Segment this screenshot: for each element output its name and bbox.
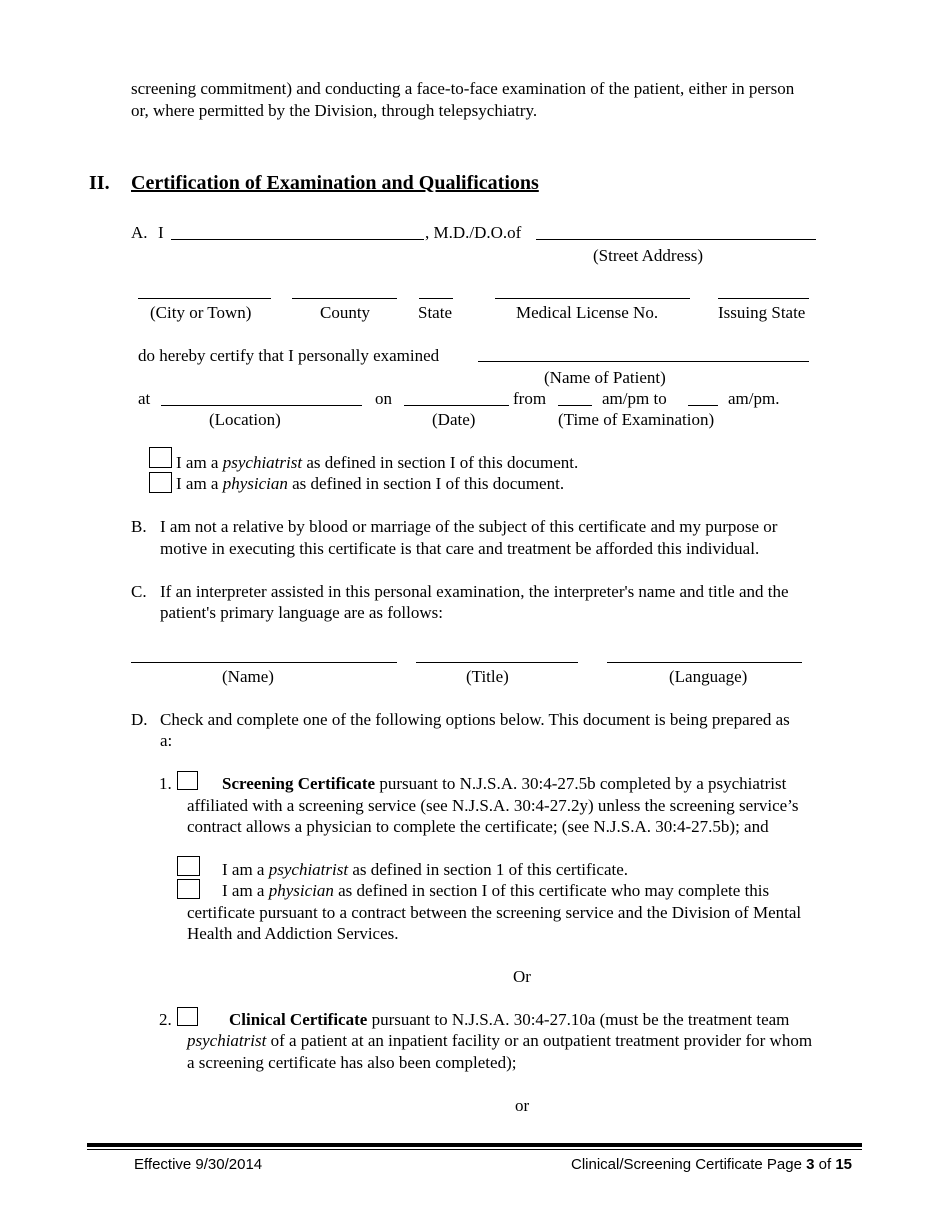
footer-rule-thick [87,1143,862,1147]
interpreter-name-field[interactable] [131,662,397,663]
patient-name-label: (Name of Patient) [544,368,666,387]
screening-psychiatrist-text: I am a psychiatrist as defined in section 1 of this certificate. [222,860,629,879]
part-d-line-2: a: [160,731,173,750]
psychiatrist-checkbox[interactable] [149,447,172,468]
intro-line-1: screening commitment) and conducting a face-to-face examination of the patient, either in person [131,79,795,98]
license-field[interactable] [495,298,690,299]
option-2-line-2: psychiatrist of a patient at an inpatient facility or an outpatient treatment provider for whom [187,1031,813,1050]
option-2-line-3: a screening certificate has also been completed); [187,1053,517,1072]
physician-checkbox[interactable] [149,472,172,493]
section-number: II. [89,172,110,194]
part-a-letter: A. [131,223,148,242]
option-1-number: 1. [159,774,172,793]
option-2-number: 2. [159,1010,172,1029]
county-field[interactable] [292,298,397,299]
psychiatrist-check-text: I am a psychiatrist as defined in section I of this document. [176,453,579,472]
screening-psychiatrist-checkbox[interactable] [177,856,200,876]
city-field[interactable] [138,298,271,299]
certify-text: do hereby certify that I personally examined [138,346,440,365]
from-label: from [513,389,547,408]
option-1-line-3: contract allows a physician to complete the certificate; (see N.J.S.A. 30:4-27.5b); and [187,817,769,836]
or-separator-2: or [515,1096,530,1115]
part-d-letter: D. [131,710,148,729]
issuing-state-label: Issuing State [718,303,806,322]
part-c-line-1: If an interpreter assisted in this personal examination, the interpreter's name and title and the [160,582,789,601]
option-1-line-1: Screening Certificate pursuant to N.J.S.A. 30:4-27.5b completed by a psychiatrist [222,774,787,793]
part-a-i: I [158,223,164,242]
physician-name-field[interactable] [171,239,424,240]
location-label: (Location) [209,410,281,429]
time-of-exam-label: (Time of Examination) [558,410,715,429]
issuing-state-field[interactable] [718,298,809,299]
county-label: County [320,303,371,322]
street-address-label: (Street Address) [593,246,704,265]
footer-effective-date: Effective 9/30/2014 [134,1156,263,1173]
license-label: Medical License No. [516,303,659,322]
state-field[interactable] [419,298,453,299]
physician-check-text: I am a physician as defined in section I of this document. [176,474,565,493]
date-label: (Date) [432,410,476,429]
language-label: (Language) [669,667,748,686]
option-1-line-2: affiliated with a screening service (see N.J.S.A. 30:4-27.2y) unless the screening service’s [187,796,799,815]
date-field[interactable] [404,405,509,406]
screening-physician-text: I am a physician as defined in section I of this certificate who may complete this [222,881,770,900]
part-c-letter: C. [131,582,147,601]
time-to-field[interactable] [688,405,718,406]
ampm-to-label: am/pm to [602,389,667,408]
part-b-letter: B. [131,517,147,536]
screening-physician-checkbox[interactable] [177,879,200,899]
interpreter-title-label: (Title) [466,667,509,686]
part-b-line-1: I am not a relative by blood or marriage of the subject of this certificate and my purpose or [160,517,778,536]
or-separator-1: Or [513,967,531,986]
clinical-certificate-checkbox[interactable] [177,1007,198,1026]
section-title: Certification of Examination and Qualifications [131,172,539,194]
screening-physician-line-3: Health and Addiction Services. [187,924,399,943]
option-2-line-1: Clinical Certificate pursuant to N.J.S.A. 30:4-27.10a (must be the treatment team [229,1010,790,1029]
part-b-line-2: motive in executing this certificate is that care and treatment be afforded this individual. [160,539,760,558]
md-do-of-label: , M.D./D.O.of [425,223,522,242]
part-c-line-2: patient's primary language are as follows: [160,603,443,622]
part-d-line-1: Check and complete one of the following options below. This document is being prepared as [160,710,790,729]
time-from-field[interactable] [558,405,592,406]
footer-page-info: Clinical/Screening Certificate Page 3 of 15 [571,1156,853,1173]
city-label: (City or Town) [150,303,252,322]
ampm-end-label: am/pm. [728,389,780,408]
language-field[interactable] [607,662,802,663]
footer-rule-thin [87,1149,862,1150]
interpreter-title-field[interactable] [416,662,578,663]
state-label: State [418,303,452,322]
patient-name-field[interactable] [478,361,809,362]
screening-physician-line-2: certificate pursuant to a contract between the screening service and the Division of Mental [187,903,802,922]
screening-certificate-checkbox[interactable] [177,771,198,790]
location-field[interactable] [161,405,362,406]
on-label: on [375,389,392,408]
intro-line-2: or, where permitted by the Division, through telepsychiatry. [131,101,538,120]
street-address-field[interactable] [536,239,816,240]
interpreter-name-label: (Name) [222,667,274,686]
at-label: at [138,389,151,408]
